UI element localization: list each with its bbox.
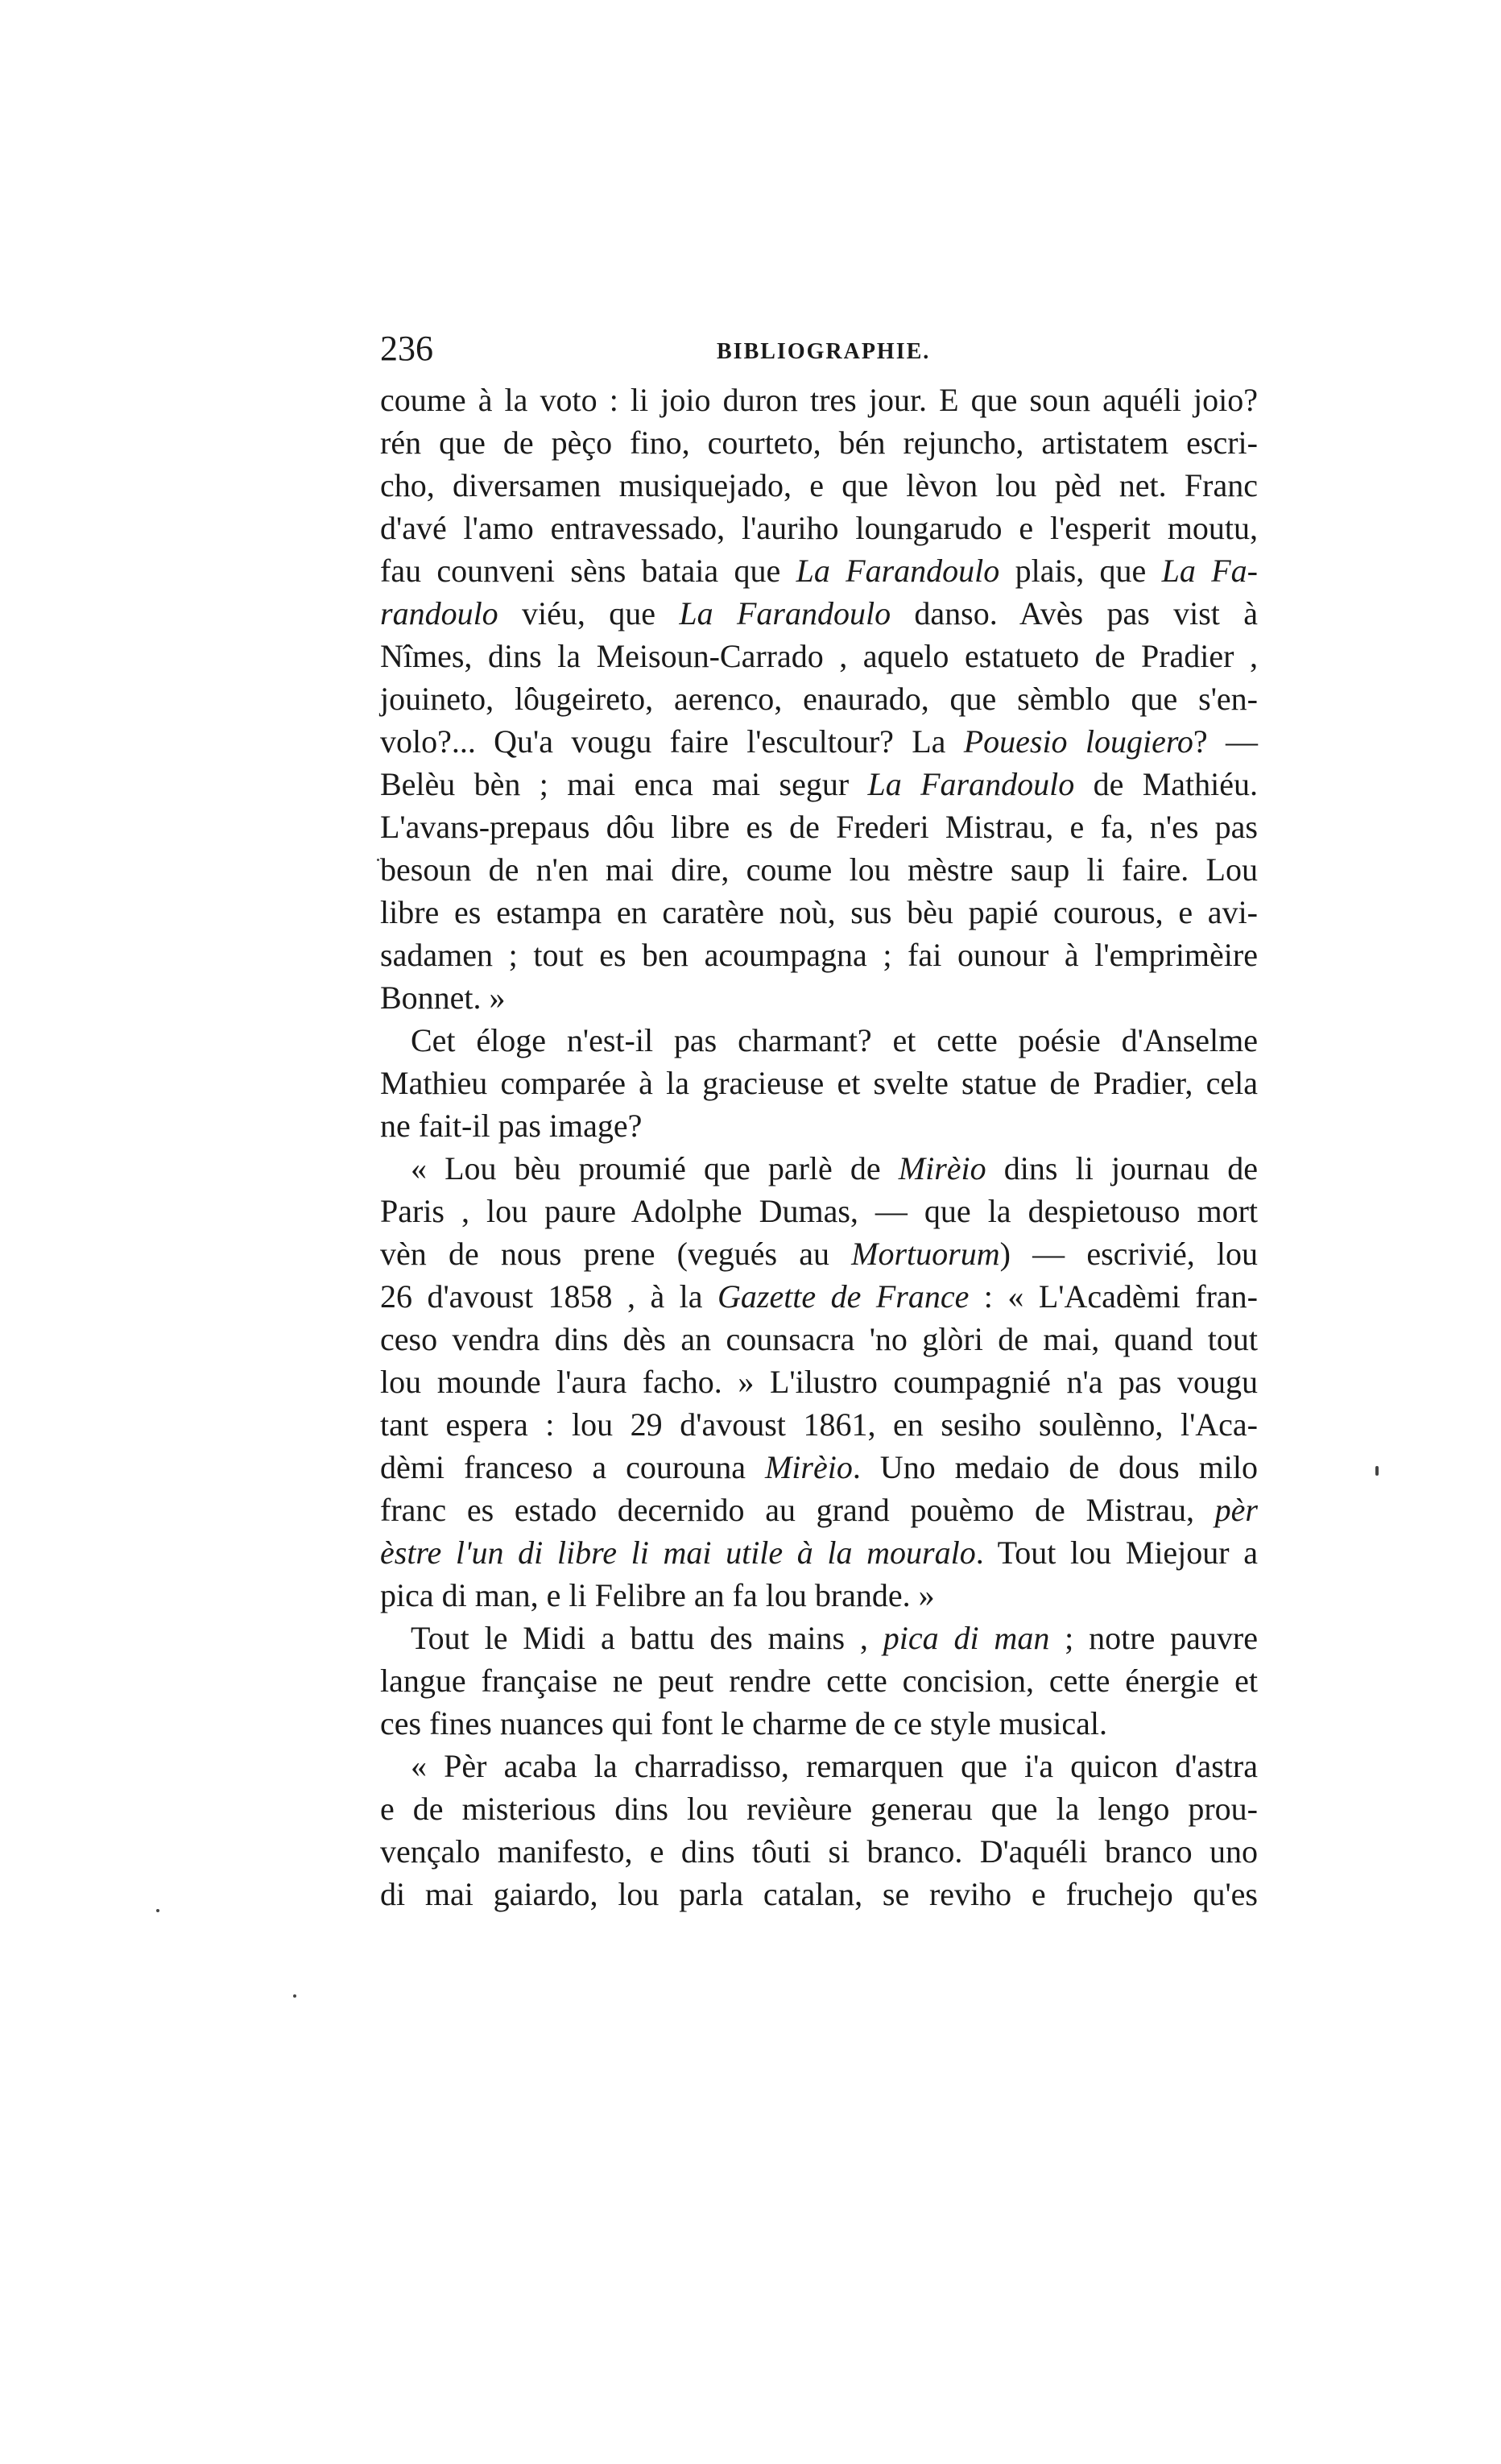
text-line: « Lou bèu proumié que parlè de Mirèio dins li journau de — [411, 1150, 1259, 1186]
text-line: d'avé l'amo entravessado, l'auriho loungarudo e l'esperit moutu, — [380, 510, 1258, 546]
text-line: sadamen ; tout es ben acoumpagna ; fai ounour à l'emprimèire — [380, 937, 1258, 973]
text-line: èstre l'un di libre li mai utile à la mouralo. Tout lou Miejour a — [380, 1534, 1258, 1571]
text-line: randoulo viéu, que La Farandoulo danso. Avès pas vist à — [380, 595, 1259, 632]
text-line: coume à la voto : li joio duron tres jour. E que soun aquéli joio? — [380, 382, 1258, 418]
italic-title: Gazette de France — [717, 1278, 970, 1315]
text-line: cho, diversamen musiquejado, e que lèvon lou pèd net. Franc — [380, 467, 1258, 503]
text-line: dèmi franceso a courouna Mirèio. Uno medaio de dous milo — [380, 1449, 1259, 1485]
italic-title: La Farandoulo — [679, 595, 891, 632]
text-line: « Pèr acaba la charradisso, remarquen que i'a quicon d'astra — [411, 1748, 1258, 1784]
italic-title: pèr — [1214, 1492, 1258, 1528]
italic-title: randoulo — [380, 595, 498, 632]
text-line: langue française ne peut rendre cette concision, cette énergie et — [380, 1663, 1258, 1699]
scan-speck — [156, 1909, 159, 1912]
italic-title: èstre l'un di libre li mai utile à la mouralo — [380, 1534, 976, 1571]
running-title: BIBLIOGRAPHIE. — [717, 339, 931, 364]
text-line: libre es estampa en caratère noù, sus bèu papié courous, e avi- — [380, 894, 1258, 930]
text-line: franc es estado decernido au grand pouèmo de Mistrau, pèr — [380, 1492, 1258, 1528]
running-head — [380, 327, 1258, 371]
italic-title: Mirèio — [764, 1449, 853, 1485]
text-line: L'avans-prepaus dôu libre es de Frederi Mistrau, e fa, n'es pas — [380, 809, 1258, 845]
text-line: rén que de pèço fino, courteto, bén rejuncho, artistatem escri- — [380, 424, 1258, 461]
text-line: lou mounde l'aura facho. » L'ilustro coumpagnié n'a pas vougu — [380, 1364, 1258, 1400]
text-line: Tout le Midi a battu des mains , pica di man ; notre pauvre — [411, 1620, 1258, 1656]
text-line: di mai gaiardo, lou parla catalan, se reviho e fruchejo qu'es — [380, 1876, 1258, 1912]
text-line: e de misterious dins lou revièure generau que la lengo prou- — [380, 1791, 1258, 1827]
text-line: 26 d'avoust 1858 , à la Gazette de France : « L'Acadèmi fran- — [380, 1278, 1258, 1315]
text-line: Paris , lou paure Adolphe Dumas, — que la despietouso mort — [380, 1193, 1258, 1229]
italic-title: pica di man — [883, 1620, 1050, 1656]
text-line: fau counveni sèns bataia que La Farandoulo plais, que La Fa- — [380, 553, 1259, 589]
text-line: pica di man, e li Felibre an fa lou brande. » — [380, 1577, 935, 1613]
scan-speck — [293, 1994, 296, 1998]
text-line: Belèu bèn ; mai enca mai segur La Farandoulo de Mathiéu. — [380, 766, 1258, 802]
text-line: Nîmes, dins la Meisoun-Carrado , aquelo estatueto de Pradier , — [380, 638, 1258, 674]
body-text — [380, 379, 1258, 1915]
text-line: vèn de nous prene (vegués au Mortuorum) — escrivié, lou — [380, 1236, 1258, 1272]
text-line: ceso vendra dins dès an counsacra 'no glòri de mai, quand tout — [380, 1321, 1258, 1357]
italic-title: La Farandoulo — [796, 553, 1000, 589]
italic-title: Pouesio lougiero — [963, 723, 1193, 760]
text-line: Cet éloge n'est-il pas charmant? et cette poésie d'Anselme — [411, 1022, 1258, 1058]
text-line: besoun de n'en mai dire, coume lou mèstre saup li faire. Lou — [380, 851, 1258, 888]
text-line: Mathieu comparée à la gracieuse et svelte statue de Pradier, cela — [380, 1065, 1258, 1101]
text-line: tant espera : lou 29 d'avoust 1861, en sesiho soulènno, l'Aca- — [380, 1406, 1258, 1443]
text-line: vençalo manifesto, e dins tôuti si branco. D'aquéli branco uno — [380, 1833, 1258, 1870]
scan-speck — [1375, 1466, 1379, 1476]
italic-title: Mortuorum — [851, 1236, 1000, 1272]
scan-speck — [377, 859, 379, 861]
text-line: ne fait-il pas image? — [380, 1108, 643, 1144]
italic-title: La Fa- — [1161, 553, 1259, 589]
text-line: ces fines nuances qui font le charme de ce style musical. — [380, 1705, 1107, 1741]
page-number: 236 — [380, 329, 433, 368]
italic-title: La Farandoulo — [867, 766, 1075, 802]
italic-title: Mirèio — [898, 1150, 986, 1186]
text-line: Bonnet. » — [380, 979, 506, 1016]
text-line: volo?... Qu'a vougu faire l'escultour? La Pouesio lougiero? — — [380, 723, 1258, 760]
text-line: jouineto, lôugeireto, aerenco, enaurado, que sèmblo que s'en- — [380, 681, 1258, 717]
